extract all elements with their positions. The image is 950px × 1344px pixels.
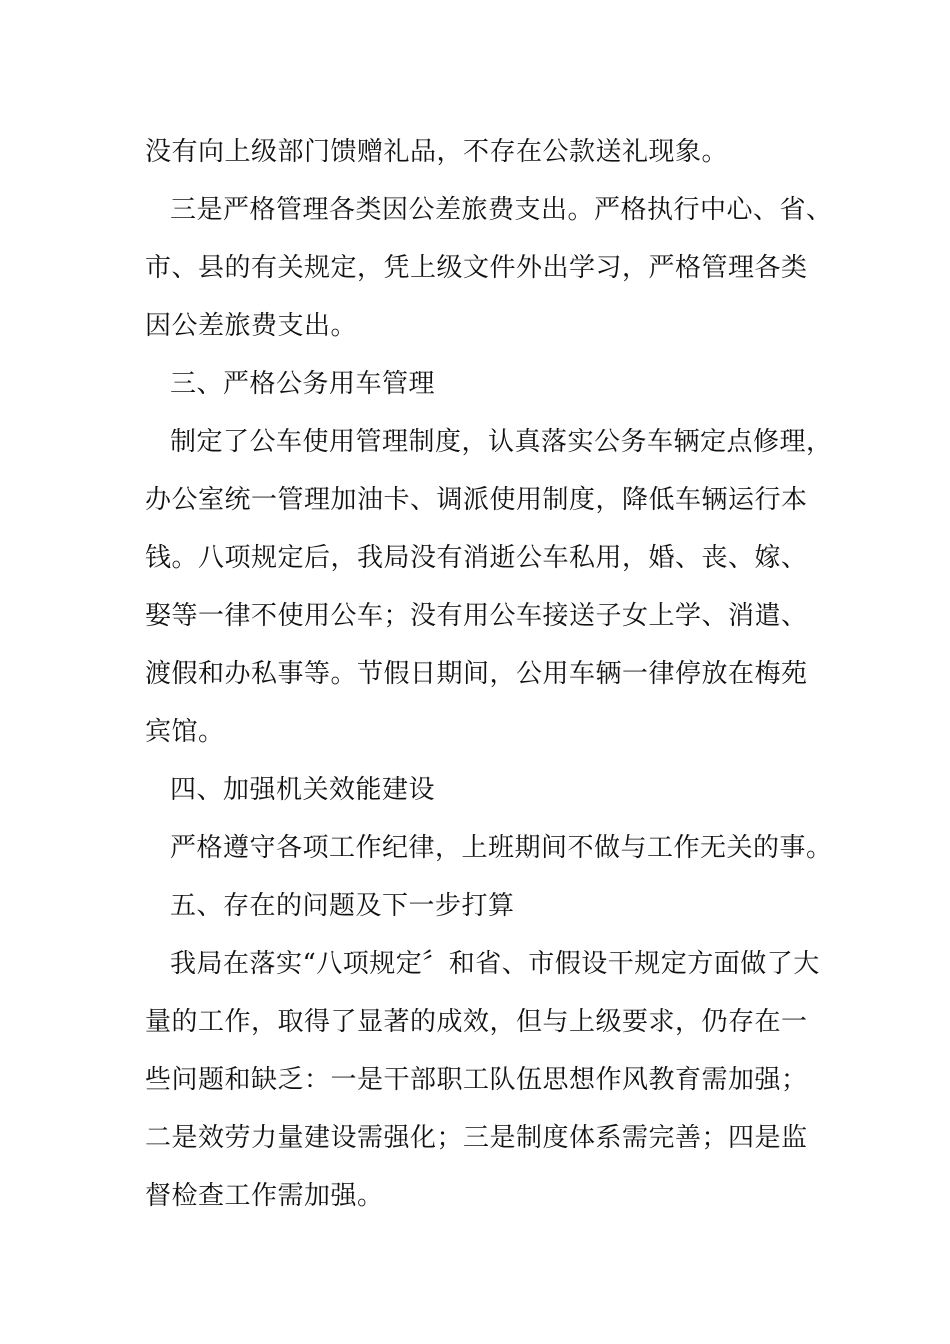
text-line: 因公差旅费支出。: [145, 311, 358, 341]
text-line: 二是效劳力量建设需强化；三是制度体系需完善；四是监: [145, 1123, 808, 1153]
text-line: 市、县的有关规定，凭上级文件外出学习，严格管理各类: [145, 253, 808, 283]
text-line: 些问题和缺乏：一是干部职工队伍思想作风教育需加强；: [145, 1065, 808, 1095]
document-body: [145, 128, 833, 1230]
text-line: 督检查工作需加强。: [145, 1181, 384, 1211]
text-line: 没有向上级部门馈赠礼品，不存在公款送礼现象。: [145, 137, 729, 167]
text-line: 办公室统一管理加油卡、调派使用制度，降低车辆运行本: [145, 485, 808, 515]
text-line: 娶等一律不使用公车；没有用公车接送子女上学、消遣、: [145, 601, 808, 631]
text-line: 钱。八项规定后，我局没有消逝公车私用，婚、丧、嫁、: [145, 543, 808, 573]
text-line: 宾馆。: [145, 717, 225, 747]
section-heading: 五、存在的问题及下一步打算: [170, 891, 515, 921]
text-line: 制定了公车使用管理制度，认真落实公务车辆定点修理，: [170, 427, 833, 457]
text-line: 我局在落实“八项规定〞和省、市假设干规定方面做了大: [170, 949, 820, 979]
text-line: 严格遵守各项工作纪律，上班期间不做与工作无关的事。: [170, 833, 833, 863]
text-line: 渡假和办私事等。节假日期间，公用车辆一律停放在梅苑: [145, 659, 808, 689]
text-line: 三是严格管理各类因公差旅费支出。严格执行中心、省、: [170, 195, 833, 225]
section-heading: 四、加强机关效能建设: [170, 775, 436, 805]
section-heading: 三、严格公务用车管理: [170, 369, 436, 399]
text-line: 量的工作，取得了显著的成效，但与上级要求，仍存在一: [145, 1007, 808, 1037]
